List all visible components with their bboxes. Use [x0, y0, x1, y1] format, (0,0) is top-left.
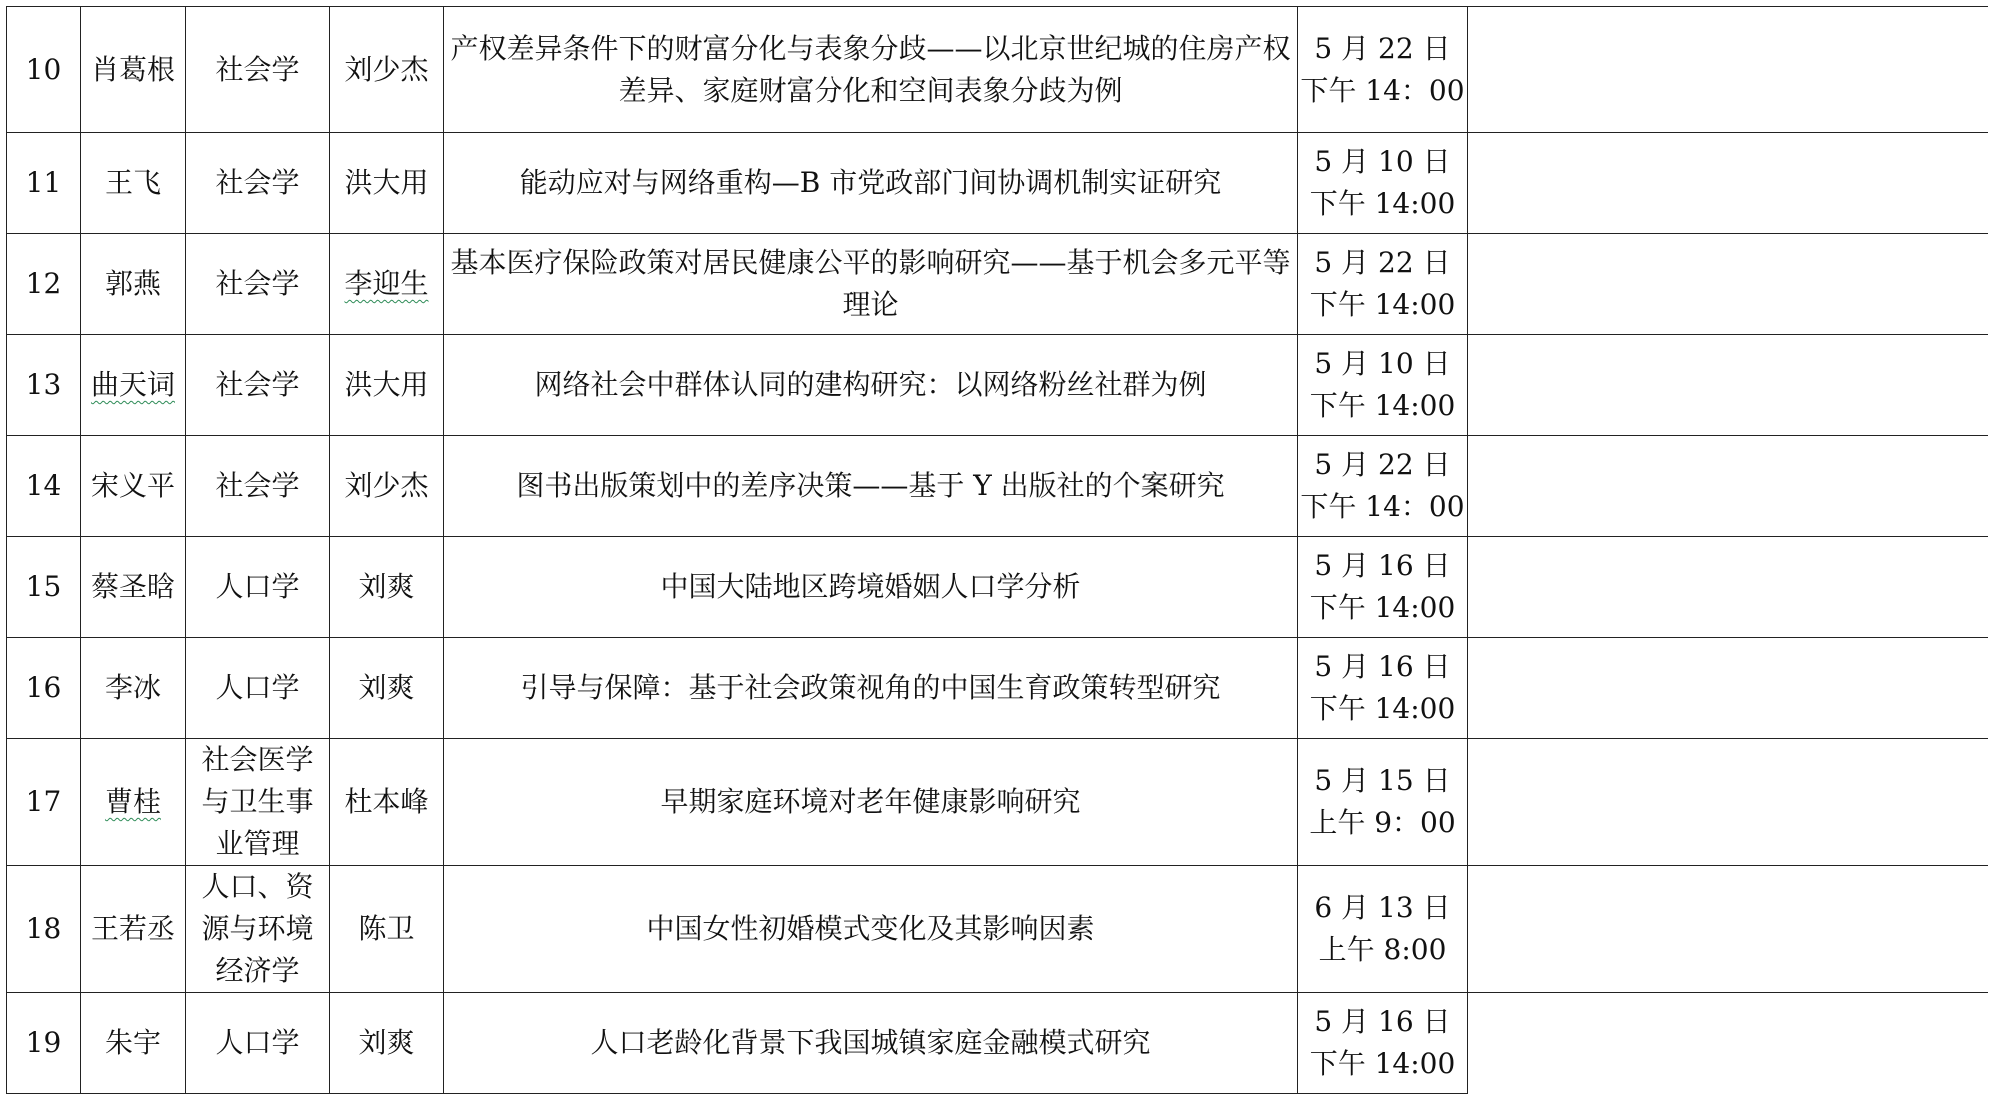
- major-cell: [186, 7, 330, 133]
- major-cell-text: 社会学: [215, 267, 300, 300]
- advisor-cell: [330, 739, 444, 866]
- row-number-text: 14: [25, 469, 62, 502]
- thesis-title-text: 产权差异条件下的财富分化与表象分歧——以北京世纪城的住房产权差异、家庭财富分化和空间表象分歧为例: [450, 31, 1291, 107]
- student-name: [81, 335, 186, 436]
- row-number: [7, 7, 81, 133]
- student-name: [81, 436, 186, 537]
- row-number-text: 11: [25, 166, 62, 199]
- table-row: [7, 234, 1988, 335]
- thesis-title: [444, 866, 1298, 993]
- defense-date: 5 月 10 日: [1314, 347, 1451, 380]
- thesis-title: [444, 7, 1298, 133]
- student-name-text: 曲天词: [90, 368, 175, 401]
- row-number: [7, 436, 81, 537]
- student-name: [81, 133, 186, 234]
- table-row: [7, 335, 1988, 436]
- defense-time: 下午 14:00: [1309, 187, 1456, 220]
- thesis-title-text: 能动应对与网络重构—B 市党政部门间协调机制实证研究: [519, 166, 1222, 199]
- defense-time-cell: [1298, 638, 1468, 739]
- student-name-text: 肖葛根: [90, 52, 175, 86]
- table-row: [7, 993, 1988, 1094]
- student-name: [81, 7, 186, 133]
- defense-date: 5 月 22 日: [1314, 31, 1451, 65]
- advisor-cell: [330, 7, 444, 133]
- major-cell: [186, 537, 330, 638]
- row-number-text: 18: [25, 912, 62, 945]
- student-name-text: 李冰: [104, 671, 161, 704]
- major-cell-text: 社会学: [215, 52, 300, 86]
- advisor-cell: [330, 638, 444, 739]
- row-number: [7, 234, 81, 335]
- advisor-cell: [330, 537, 444, 638]
- major-cell: [186, 866, 330, 993]
- defense-time: 下午 14:00: [1309, 288, 1456, 321]
- row-number-text: 19: [25, 1026, 62, 1059]
- thesis-title: [444, 739, 1298, 866]
- empty-cell: [1468, 234, 1988, 335]
- major-cell: [186, 133, 330, 234]
- empty-cell: [1468, 537, 1988, 638]
- defense-time: 下午 14：00: [1300, 490, 1465, 523]
- table-row: [7, 638, 1988, 739]
- major-cell-text: 社会学: [215, 469, 300, 502]
- major-cell-text: 人口学: [215, 570, 300, 603]
- major-cell-text: 社会学: [215, 166, 300, 199]
- major-cell-text: 人口学: [215, 1026, 300, 1059]
- defense-time-cell: [1298, 234, 1468, 335]
- thesis-title: [444, 335, 1298, 436]
- empty-cell: [1468, 133, 1988, 234]
- row-number: [7, 993, 81, 1094]
- major-cell: [186, 436, 330, 537]
- thesis-title-text: 引导与保障：基于社会政策视角的中国生育政策转型研究: [520, 671, 1221, 704]
- student-name: [81, 234, 186, 335]
- thesis-title-text: 中国女性初婚模式变化及其影响因素: [646, 912, 1095, 945]
- student-name-text: 王飞: [104, 166, 161, 199]
- thesis-title-text: 中国大陆地区跨境婚姻人口学分析: [660, 570, 1081, 603]
- major-cell-text: 人口、资源与环境经济学: [201, 870, 314, 987]
- table-row: [7, 7, 1988, 133]
- defense-time: 下午 14:00: [1309, 591, 1456, 624]
- thesis-title: [444, 133, 1298, 234]
- table-row: [7, 537, 1988, 638]
- defense-time: 下午 14:00: [1309, 692, 1456, 725]
- defense-date: 5 月 16 日: [1314, 650, 1451, 683]
- defense-date: 5 月 16 日: [1314, 549, 1451, 582]
- advisor-cell-text: 刘爽: [358, 671, 415, 704]
- thesis-title-text: 人口老龄化背景下我国城镇家庭金融模式研究: [590, 1026, 1151, 1059]
- defense-date: 5 月 22 日: [1314, 246, 1451, 279]
- row-number-text: 12: [25, 267, 62, 300]
- defense-date: 5 月 10 日: [1314, 145, 1451, 178]
- advisor-cell-text: 刘爽: [358, 1026, 415, 1059]
- thesis-title-text: 早期家庭环境对老年健康影响研究: [660, 785, 1081, 818]
- thesis-title-text: 网络社会中群体认同的建构研究：以网络粉丝社群为例: [534, 368, 1207, 401]
- major-cell-text: 社会医学与卫生事业管理: [201, 743, 314, 860]
- student-name: [81, 993, 186, 1094]
- student-name-text: 朱宇: [104, 1026, 161, 1059]
- advisor-cell-text: 刘爽: [358, 570, 415, 603]
- row-number-text: 13: [25, 368, 62, 401]
- defense-time-cell: [1298, 537, 1468, 638]
- student-name-text: 曹桂: [104, 785, 161, 818]
- empty-cell: [1468, 638, 1988, 739]
- student-name: [81, 638, 186, 739]
- defense-date: 5 月 16 日: [1314, 1005, 1451, 1038]
- defense-time: 下午 14:00: [1309, 389, 1456, 422]
- advisor-cell-text: 刘少杰: [344, 469, 429, 502]
- table-body: [7, 7, 1988, 1094]
- advisor-cell: [330, 993, 444, 1094]
- table-row: [7, 133, 1988, 234]
- row-number-text: 10: [25, 52, 62, 86]
- table-row: [7, 866, 1988, 993]
- major-cell: [186, 234, 330, 335]
- defense-time-cell: [1298, 739, 1468, 866]
- defense-time-cell: [1298, 7, 1468, 133]
- defense-time-cell: [1298, 133, 1468, 234]
- empty-cell: [1468, 436, 1988, 537]
- thesis-title-text: 基本医疗保险政策对居民健康公平的影响研究——基于机会多元平等理论: [450, 246, 1291, 321]
- thesis-title: [444, 234, 1298, 335]
- advisor-cell: [330, 234, 444, 335]
- student-name-text: 蔡圣晗: [90, 570, 175, 603]
- empty-cell: [1468, 335, 1988, 436]
- major-cell: [186, 739, 330, 866]
- defense-date: 5 月 22 日: [1314, 448, 1451, 481]
- empty-cell: [1468, 993, 1988, 1094]
- defense-schedule-table: [6, 6, 1988, 1094]
- row-number: [7, 335, 81, 436]
- major-cell: [186, 993, 330, 1094]
- student-name: [81, 537, 186, 638]
- thesis-title-text: 图书出版策划中的差序决策——基于 Y 出版社的个案研究: [516, 469, 1225, 502]
- advisor-cell-text: 刘少杰: [344, 52, 429, 86]
- defense-time: 上午 8:00: [1318, 933, 1447, 966]
- row-number: [7, 866, 81, 993]
- row-number: [7, 638, 81, 739]
- defense-time-cell: [1298, 436, 1468, 537]
- defense-time-cell: [1298, 993, 1468, 1094]
- defense-date: 5 月 15 日: [1314, 764, 1451, 797]
- table-row: [7, 739, 1988, 866]
- advisor-cell-text: 洪大用: [344, 368, 429, 401]
- advisor-cell-text: 李迎生: [344, 267, 429, 300]
- thesis-title: [444, 436, 1298, 537]
- student-name-text: 王若丞: [90, 912, 175, 945]
- major-cell: [186, 335, 330, 436]
- major-cell-text: 人口学: [215, 671, 300, 704]
- advisor-cell-text: 杜本峰: [344, 785, 429, 818]
- student-name-text: 郭燕: [104, 267, 161, 300]
- empty-cell: [1468, 7, 1988, 133]
- advisor-cell-text: 洪大用: [344, 166, 429, 199]
- defense-time: 上午 9：00: [1309, 806, 1456, 839]
- advisor-cell: [330, 436, 444, 537]
- student-name: [81, 739, 186, 866]
- student-name: [81, 866, 186, 993]
- empty-cell: [1468, 739, 1988, 866]
- advisor-cell: [330, 866, 444, 993]
- thesis-title: [444, 993, 1298, 1094]
- major-cell: [186, 638, 330, 739]
- empty-cell: [1468, 866, 1988, 993]
- row-number: [7, 537, 81, 638]
- major-cell-text: 社会学: [215, 368, 300, 401]
- defense-date: 6 月 13 日: [1314, 891, 1451, 924]
- defense-time-cell: [1298, 866, 1468, 993]
- student-name-text: 宋义平: [90, 469, 175, 502]
- thesis-title: [444, 537, 1298, 638]
- row-number: [7, 739, 81, 866]
- defense-time-cell: [1298, 335, 1468, 436]
- row-number-text: 17: [25, 785, 62, 818]
- advisor-cell: [330, 335, 444, 436]
- row-number-text: 16: [25, 671, 62, 704]
- row-number: [7, 133, 81, 234]
- defense-time: 下午 14：00: [1300, 73, 1465, 107]
- row-number-text: 15: [25, 570, 62, 603]
- advisor-cell-text: 陈卫: [358, 912, 415, 945]
- table-row: [7, 436, 1988, 537]
- defense-time: 下午 14:00: [1309, 1047, 1456, 1080]
- thesis-title: [444, 638, 1298, 739]
- advisor-cell: [330, 133, 444, 234]
